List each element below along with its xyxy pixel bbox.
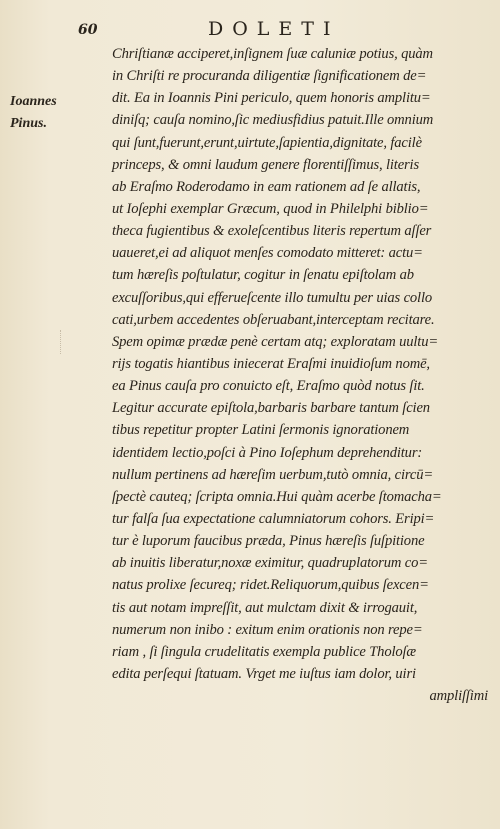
margin-note-ioannes: Ioannes [10,94,57,109]
text-line: natus prolixe ſecureq; ridet.Reliquorum,quibus ſexcen= [112,577,429,594]
text-line: cati,urbem accedentes obſeruabant,interceptam recitare. [112,311,435,328]
margin-note-pinus: Pinus. [10,116,47,131]
text-line: Chriſtianæ acciperet,inſignem ſuæ caluniæ potius, quàm [112,46,433,62]
text-line: qui ſunt,fuerunt,erunt,uirtute,ſapientia,dignitate, facilè [112,134,422,151]
text-line: nullum pertinens ad hæreſim uerbum,tutò omnia, circū= [112,466,434,483]
ink-show-through-mark [60,330,65,354]
text-line: ea Pinus cauſa pro conuicto eſt, Eraſmo quòd notus ſit. [112,378,425,395]
text-line: excuſſoribus,qui efferueſcente illo tumultu per uias collo [112,289,433,306]
text-line: diniſq; cauſa nomino,ſic mediusfidius patuit.Ille omnium [112,112,434,129]
text-line: dit. Ea in Ioannis Pini periculo, quem honoris amplitu= [112,90,431,107]
page-header [0,16,500,40]
text-line: edita perſequi ſtatuam. Vrget me iuſtus iam dolor, uiri [112,665,416,682]
text-line: tur falſa ſua expectatione calumniatorum cohors. Eripi= [112,510,435,527]
text-line: riam , ſi ſingula crudelitatis exempla publice Tholoſæ [112,643,417,660]
text-line: tum hæreſis poſtulatur, cogitur in ſenatu epiſtolam ab [112,267,414,284]
text-line: identidem lectio,poſci à Pino Ioſephum deprehenditur: [112,444,423,461]
text-line: rijs togatis hiantibus iniecerat Eraſmi inuidioſum nomē, [112,355,430,372]
text-line: ampliſſimi [429,688,488,705]
text-line: Legitur accurate epiſtola,barbaris barbare tantum ſcien [112,400,430,417]
text-line: tibus repetitur propter Latini ſermonis ignorationem [112,422,410,439]
text-line: tur è luporum faucibus præda, Pinus hæreſis ſuſpitione [112,533,425,550]
text-line: ſpectè cauteq; ſcripta omnia.Hui quàm acerbe ſtomacha= [112,488,442,505]
text-line: uaueret,ei ad aliquot menſes comodato mitteret: actu= [112,245,423,262]
text-line: ut Ioſephi exemplar Græcum, quod in Philelphi biblio= [112,200,429,217]
running-head: DOLETI [208,18,340,40]
text-line: numerum non inibo : exitum enim orationis non repe= [112,621,423,638]
text-line: theca fugientibus & exoleſcentibus literis repertum aſſer [112,223,432,240]
text-line: ab inuitis liberatur,noxæ eximitur, quadruplatorum co= [112,555,428,572]
text-line: ab Eraſmo Roderodamo in eam rationem ad ſe allatis, [112,178,421,195]
page-number: 60 [78,22,98,38]
text-line: princeps, & omni laudum genere florentiſſimus, literis [112,156,419,173]
body-text [112,43,488,707]
text-line: tis aut notam impreſſit, aut mulctam dixit & irrogauit, [112,599,418,616]
text-line: Spem opimæ prædæ penè certam atq; exploratam uultu= [112,333,439,350]
text-line: in Chriſti re procuranda diligentiæ ſignificationem de= [112,68,427,85]
